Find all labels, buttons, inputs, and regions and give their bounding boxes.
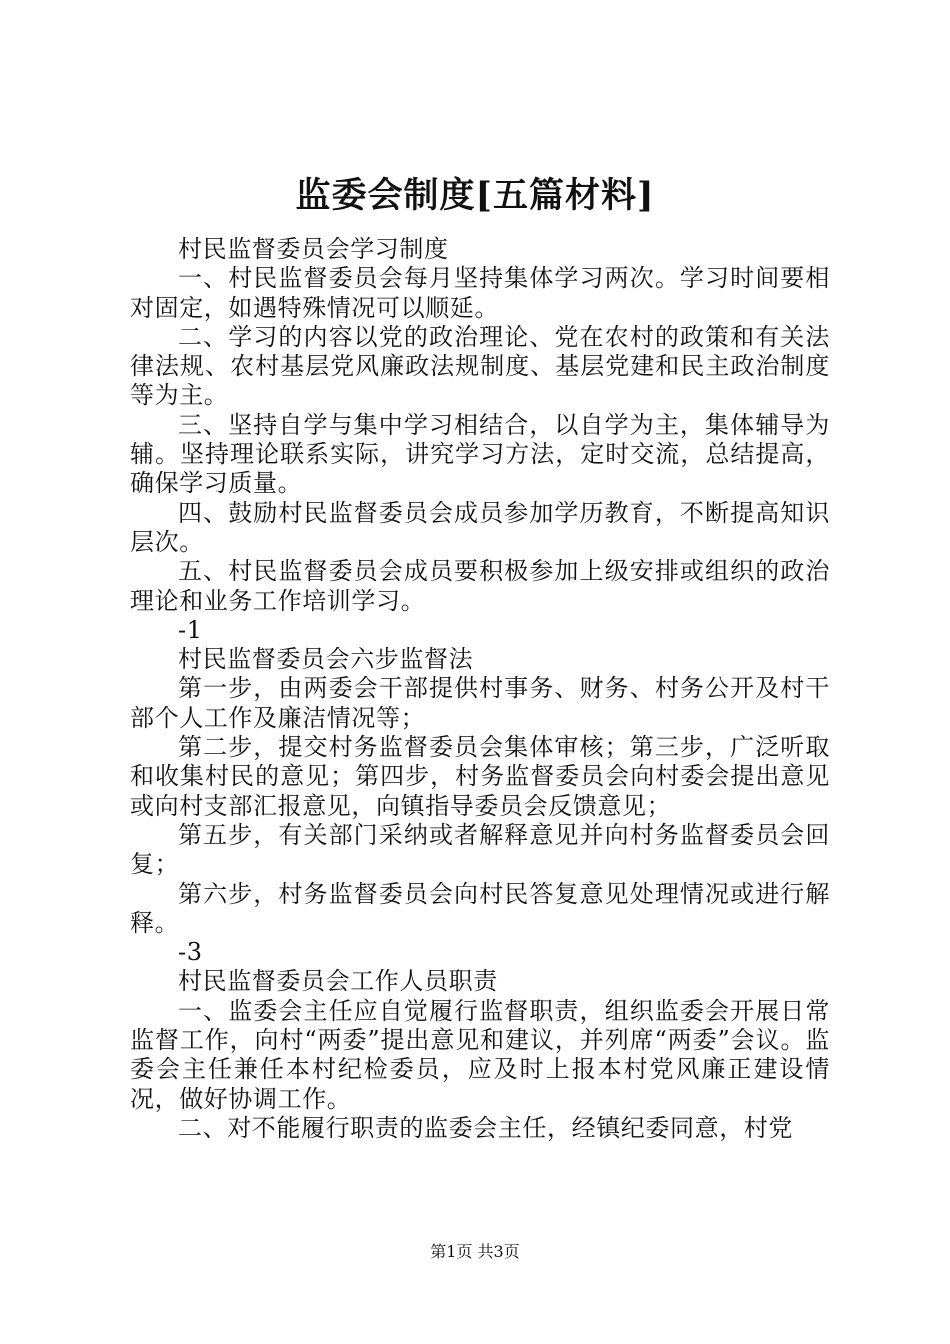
paragraph: 五、村民监督委员会成员要积极参加上级安排或组织的政治理论和业务工作培训学习。 <box>130 557 830 615</box>
paragraph: 第一步，由两委会干部提供村事务、财务、村务公开及村干部个人工作及廉洁情况等； <box>130 674 830 732</box>
section-heading-study-rules: 村民监督委员会学习制度 <box>178 235 449 263</box>
section-heading-six-steps: 村民监督委员会六步监督法 <box>178 645 474 674</box>
paragraph: 二、学习的内容以党的政治理论、党在农村的政策和有关法律法规、农村基层党风廉政法规制度、基层党建和民主政治制度等为主。 <box>130 322 830 410</box>
document-title: 监委会制度[五篇材料] <box>295 175 655 216</box>
paragraph: 四、鼓励村民监督委员会成员参加学历教育，不断提高知识层次。 <box>130 498 830 556</box>
paragraph: 第五步，有关部门采纳或者解释意见并向村务监督委员会回复； <box>130 820 830 879</box>
paragraph: 二、对不能履行职责的监委会主任，经镇纪委同意，村党 <box>178 1113 793 1142</box>
page-footer: 第1页 共3页 <box>430 1242 520 1261</box>
paragraph: 第六步，村务监督委员会向村民答复意见处理情况或进行解释。 <box>130 879 830 937</box>
paragraph: 第二步，提交村务监督委员会集体审核；第三步，广泛听取和收集村民的意见；第四步，村务监督委员会向村委会提出意见或向村支部汇报意见，向镇指导委员会反馈意见； <box>130 733 830 820</box>
section-marker: -3 <box>178 938 203 967</box>
paragraph: 一、监委会主任应自觉履行监督职责，组织监委会开展日常监督工作，向村“两委”提出意见和建议，并列席“两委”会议。监委会主任兼任本村纪检委员，应及时上报本村党风廉正建设情况，做好协调工作。 <box>130 996 830 1113</box>
paragraph: 三、坚持自学与集中学习相结合，以自学为主，集体辅导为辅。坚持理论联系实际，讲究学习方法，定时交流，总结提高，确保学习质量。 <box>130 410 830 498</box>
document-body <box>130 235 830 1143</box>
section-heading-duties: 村民监督委员会工作人员职责 <box>178 967 498 996</box>
section-marker: -1 <box>178 615 203 644</box>
paragraph: 一、村民监督委员会每月坚持集体学习两次。学习时间要相对固定，如遇特殊情况可以顺延。 <box>130 264 830 322</box>
